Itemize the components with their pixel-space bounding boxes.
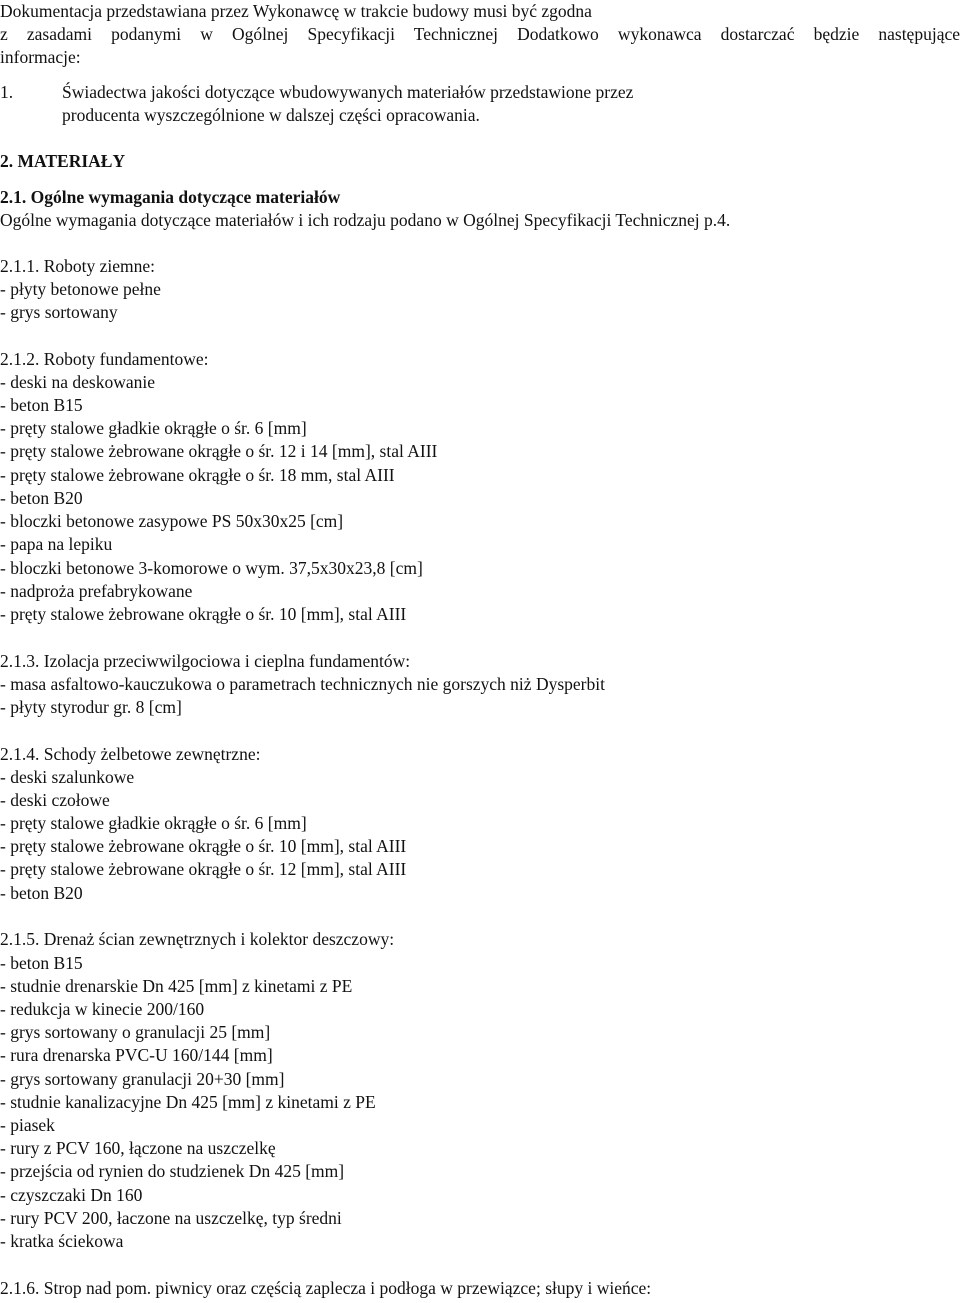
list-item: - pręty stalowe żebrowane okrągłe o śr. 12 i 14 [mm], stal AIII [0, 441, 438, 461]
list-item: - czyszczaki Dn 160 [0, 1185, 143, 1205]
list-item: - masa asfaltowo-kauczukowa o parametrach technicznych nie gorszych niż Dysperbit [0, 674, 605, 694]
list-item: - pręty stalowe żebrowane okrągłe o śr. 12 [mm], stal AIII [0, 859, 407, 879]
list-item: - kratka ściekowa [0, 1231, 124, 1251]
list-item: - beton B15 [0, 953, 83, 973]
item-1-line-2: producenta wyszczególnione w dalszej części opracowania. [62, 105, 480, 125]
list-item: - pręty stalowe żebrowane okrągłe o śr. 10 [mm], stal AIII [0, 604, 407, 624]
list-item: - bloczki betonowe zasypowe PS 50x30x25 [cm] [0, 511, 344, 531]
list-item: - papa na lepiku [0, 534, 113, 554]
list-item: - rura drenarska PVC-U 160/144 [mm] [0, 1045, 273, 1065]
intro-line-1: Dokumentacja przedstawiana przez Wykonawcę w trakcie budowy musi być zgodna [0, 1, 592, 21]
item-1-number: 1. [0, 82, 14, 102]
list-item: - pręty stalowe gładkie okrągłe o śr. 6 [mm] [0, 813, 307, 833]
list-item: - płyty styrodur gr. 8 [cm] [0, 697, 182, 717]
list-item: - pręty stalowe gładkie okrągłe o śr. 6 [mm] [0, 418, 307, 438]
list-item: - studnie kanalizacyjne Dn 425 [mm] z kinetami z PE [0, 1092, 376, 1112]
list-item: - bloczki betonowe 3-komorowe o wym. 37,5x30x23,8 [cm] [0, 558, 423, 578]
section-heading: 2. MATERIAŁY [0, 151, 126, 171]
s214-title: 2.1.4. Schody żelbetowe zewnętrzne: [0, 744, 261, 764]
intro-line-2: z zasadami podanymi w Ogólnej Specyfikacji Technicznej Dodatkowo wykonawca dostarczać będzie następujące [0, 24, 960, 44]
list-item: - beton B15 [0, 395, 83, 415]
s216-title: 2.1.6. Strop nad pom. piwnicy oraz częścią zaplecza i podłoga w przewiązce; słupy i wieńce: [0, 1278, 652, 1298]
s213-title: 2.1.3. Izolacja przeciwwilgociowa i cieplna fundamentów: [0, 651, 411, 671]
list-item: - rury PCV 200, łaczone na uszczelkę, typ średni [0, 1208, 342, 1228]
s211-title: 2.1.1. Roboty ziemne: [0, 256, 156, 276]
list-item: - deski na deskowanie [0, 372, 156, 392]
list-item: - grys sortowany granulacji 20+30 [mm] [0, 1069, 285, 1089]
list-item: - beton B20 [0, 883, 83, 903]
list-item: - pręty stalowe żebrowane okrągłe o śr. 18 mm, stal AIII [0, 465, 395, 485]
intro-line-3: informacje: [0, 47, 81, 67]
list-item: - deski czołowe [0, 790, 110, 810]
subsection-text: Ogólne wymagania dotyczące materiałów i ich rodzaju podano w Ogólnej Specyfikacji Technicznej p.4. [0, 210, 731, 230]
list-item: - płyty betonowe pełne [0, 279, 161, 299]
item-1-line-1: Świadectwa jakości dotyczące wbudowywanych materiałów przedstawione przez [62, 82, 634, 102]
list-item: - beton B20 [0, 488, 83, 508]
list-item: - rury z PCV 160, łączone na uszczelkę [0, 1138, 276, 1158]
list-item: - przejścia od rynien do studzienek Dn 425 [mm] [0, 1161, 345, 1181]
list-item: - piasek [0, 1115, 55, 1135]
s215-title: 2.1.5. Drenaż ścian zewnętrznych i kolektor deszczowy: [0, 929, 395, 949]
list-item: - studnie drenarskie Dn 425 [mm] z kinetami z PE [0, 976, 353, 996]
list-item: - redukcja w kinecie 200/160 [0, 999, 205, 1019]
list-item: - grys sortowany o granulacji 25 [mm] [0, 1022, 271, 1042]
list-item: - deski szalunkowe [0, 767, 135, 787]
list-item: - nadproża prefabrykowane [0, 581, 193, 601]
list-item: - pręty stalowe żebrowane okrągłe o śr. 10 [mm], stal AIII [0, 836, 407, 856]
s212-title: 2.1.2. Roboty fundamentowe: [0, 349, 209, 369]
subsection-heading: 2.1. Ogólne wymagania dotyczące materiałów [0, 187, 341, 207]
list-item: - grys sortowany [0, 302, 118, 322]
